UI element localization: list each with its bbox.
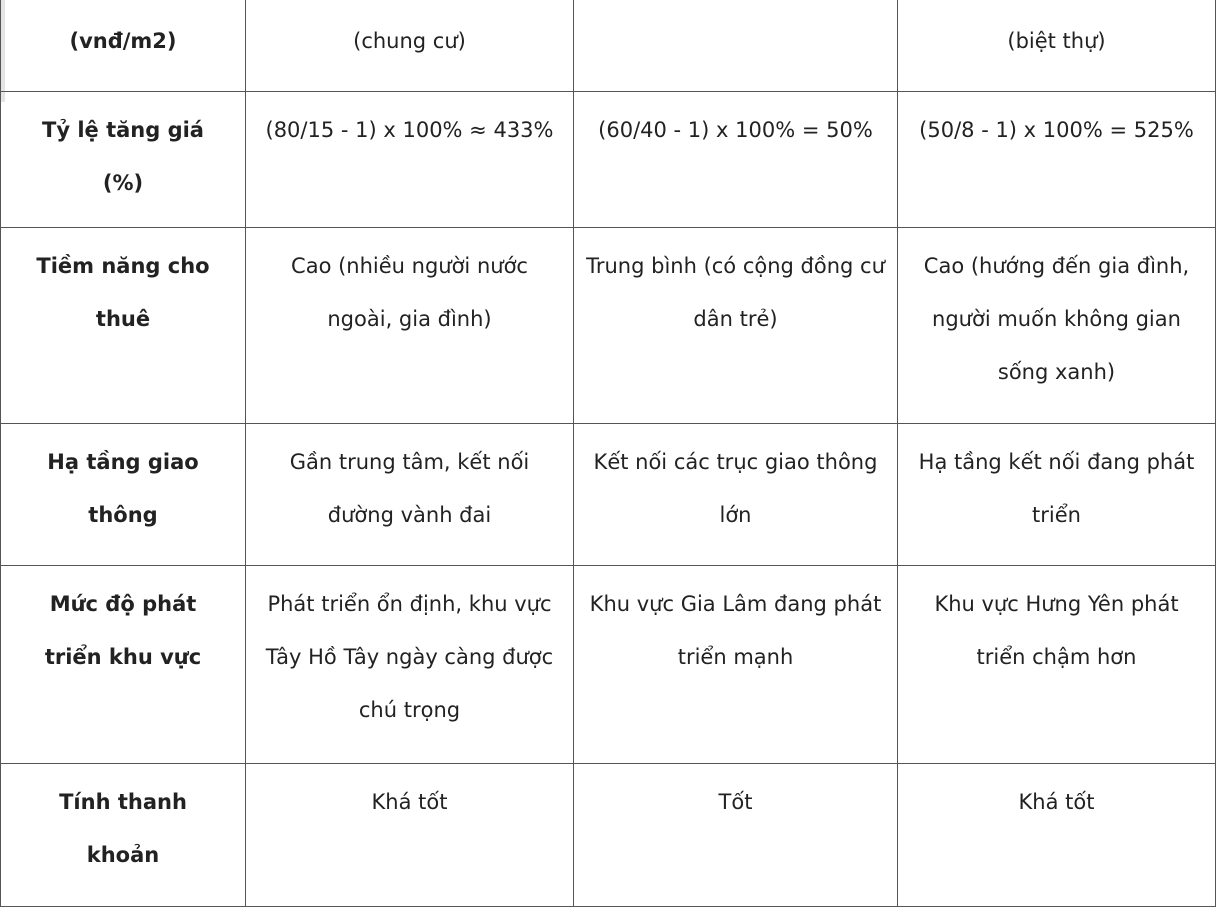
- table-cell: (80/15 - 1) x 100% ≈ 433%: [246, 92, 574, 228]
- table-cell: Khu vực Hưng Yên phát triển chậm hơn: [898, 566, 1216, 764]
- table-cell: (biệt thự): [898, 0, 1216, 92]
- table-cell: Cao (hướng đến gia đình, người muốn không gian sống xanh): [898, 228, 1216, 424]
- table-row-price-growth: [1, 92, 1216, 228]
- table-cell: Trung bình (có cộng đồng cư dân trẻ): [574, 228, 898, 424]
- row-label: Tính thanh khoản: [1, 764, 246, 907]
- table-cell: Cao (nhiều người nước ngoài, gia đình): [246, 228, 574, 424]
- table-cell: Hạ tầng kết nối đang phát triển: [898, 424, 1216, 566]
- table-cell: (50/8 - 1) x 100% = 525%: [898, 92, 1216, 228]
- table-cell: [574, 0, 898, 92]
- row-label: Hạ tầng giao thông: [1, 424, 246, 566]
- table-cell: Phát triển ổn định, khu vực Tây Hồ Tây ngày càng được chú trọng: [246, 566, 574, 764]
- table-row-area-development: [1, 566, 1216, 764]
- table-row-liquidity: [1, 764, 1216, 907]
- table-cell: Khá tốt: [246, 764, 574, 907]
- table-row-rental-potential: [1, 228, 1216, 424]
- table-cell: Khá tốt: [898, 764, 1216, 907]
- table-cell: (60/40 - 1) x 100% = 50%: [574, 92, 898, 228]
- row-label: Tỷ lệ tăng giá (%): [1, 92, 246, 228]
- table-cell: Gần trung tâm, kết nối đường vành đai: [246, 424, 574, 566]
- table-cell: Khu vực Gia Lâm đang phát triển mạnh: [574, 566, 898, 764]
- table-cell: Tốt: [574, 764, 898, 907]
- row-label: Tiềm năng cho thuê: [1, 228, 246, 424]
- table-row-price-unit: [1, 0, 1216, 92]
- row-label: Mức độ phát triển khu vực: [1, 566, 246, 764]
- table-cell: Kết nối các trục giao thông lớn: [574, 424, 898, 566]
- table-cell: (chung cư): [246, 0, 574, 92]
- row-label: (vnđ/m2): [1, 0, 246, 92]
- table-row-transport: [1, 424, 1216, 566]
